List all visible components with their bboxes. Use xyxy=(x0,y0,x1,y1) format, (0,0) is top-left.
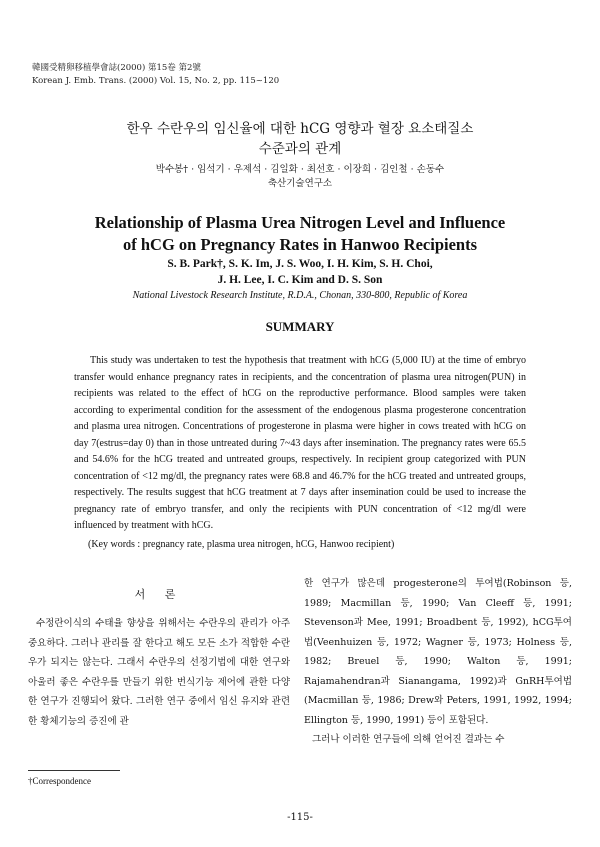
journal-header xyxy=(32,62,279,88)
english-authors-line-1: S. B. Park†, S. K. Im, J. S. Woo, I. H. Kim, S. H. Choi, xyxy=(167,258,433,270)
korean-title-line-1: 한우 수란우의 임신율에 대한 hCG 영향과 혈장 요소태질소 xyxy=(126,121,474,137)
body-right-column xyxy=(304,574,572,750)
english-affiliation: National Livestock Research Institute, R.D.A., Chonan, 330-800, Republic of Korea xyxy=(132,290,468,301)
english-authors-line-2: J. H. Lee, I. C. Kim and D. S. Son xyxy=(217,274,383,286)
introduction-heading: 서 론 xyxy=(134,588,184,601)
abstract-text: This study was undertaken to test the hypothesis that treatment with hCG (5,000 IU) at the time of embryo transfer would enhance pregnancy rates in recipients, and the concentration of plasma urea nitrogen(PUN) in recipients was related to the effect of hCG on the reproductive performance. Blood samples were taken according to experimental condition for the assessment of the endogenous plasma progesterone concentration and plasma urea nitrogen. Concentrations of progesterone in plasma were higher in cows treated with hCG on day 7(estrus=day 0) than in those untreated during 7~43 days after insemination. The pregnancy rates were 65.5 and 54.6% for the hCG treated and untreated groups, respectively. In recipient group categorized with PUN concentration of <12 mg/dl, the pregnancy rates were 68.8 and 46.7% for the hCG treated and untreated groups, respectively. The results suggest that hCG treatment at 7 days after insemination could be used to increase the pregnancy rate of embryo transfer, and only the recipients with PUN concentration of <12 mg/dl were influenced by treatment with hCG. xyxy=(74,355,526,531)
journal-line-english: Korean J. Emb. Trans. (2000) Vol. 15, No. 2, pp. 115~120 xyxy=(32,76,280,86)
footnote-divider xyxy=(28,770,120,771)
introduction-paragraph-left: 수정란이식의 수태율 향상을 위해서는 수란우의 관리가 아주 중요하다. 그러나 관리를 잘 한다고 해도 모든 소가 적합한 수란우가 되지는 않는다. 그래서 수란우의 선정기법에 대한 연구와 아울러 좋은 수란우를 만들기 위한 번식기능 제어에 관한 다양한 연구가 진행되어 왔다. 그러한 연구 중에서 임신 유지와 관련한 황체기능의 증진에 관 xyxy=(28,618,290,727)
page-number: -115- xyxy=(287,812,313,823)
keywords: (Key words : pregnancy rate, plasma urea nitrogen, hCG, Hanwoo recipient) xyxy=(88,539,395,550)
summary-heading: SUMMARY xyxy=(265,319,335,334)
english-title xyxy=(60,212,540,256)
introduction-paragraph-right-1: 한 연구가 많은데 progesterone의 투여법(Robinson 등, 1989; Macmillan 등, 1990; Van Cleeff 등, 1991; Stevenson과 Mee, 1991; Broadbent 등, 1992), hCG투여법(Veenhuizen 등, 1972; Wagner 등, 1973; Holness 등, 1982; Breuel 등, 1990; Walton 등, 1991; Rajamahendran과 Sianangama, 1992)과 GnRH투여법(Macmillan 등, 1986; Drew와 Peters, 1991, 1992, 1994; Ellington 등, 1990, 1991) 등이 포함된다. xyxy=(304,578,572,726)
english-title-line-1: Relationship of Plasma Urea Nitrogen Level and Influence xyxy=(94,213,506,232)
korean-author-block xyxy=(0,163,600,191)
journal-line-korean: 韓國受精卵移植學會誌(2000) 第15卷 第2號 xyxy=(32,63,201,73)
footnote-correspondence: †Correspondence xyxy=(28,776,91,786)
korean-institution: 축산기술연구소 xyxy=(267,178,333,189)
korean-authors: 박수봉† · 임석기 · 우제석 · 김일화 · 최선호 · 이장희 · 김인철 · 손동수 xyxy=(155,164,445,175)
introduction-paragraph-right-2: 그러나 이러한 연구들에 의해 얻어진 결과는 수 xyxy=(312,734,505,745)
english-author-block xyxy=(60,256,540,288)
korean-title-line-2: 수준과의 관계 xyxy=(258,141,342,157)
korean-title xyxy=(0,119,600,159)
body-left-column xyxy=(28,586,290,731)
english-title-line-2: of hCG on Pregnancy Rates in Hanwoo Recipients xyxy=(123,235,477,254)
